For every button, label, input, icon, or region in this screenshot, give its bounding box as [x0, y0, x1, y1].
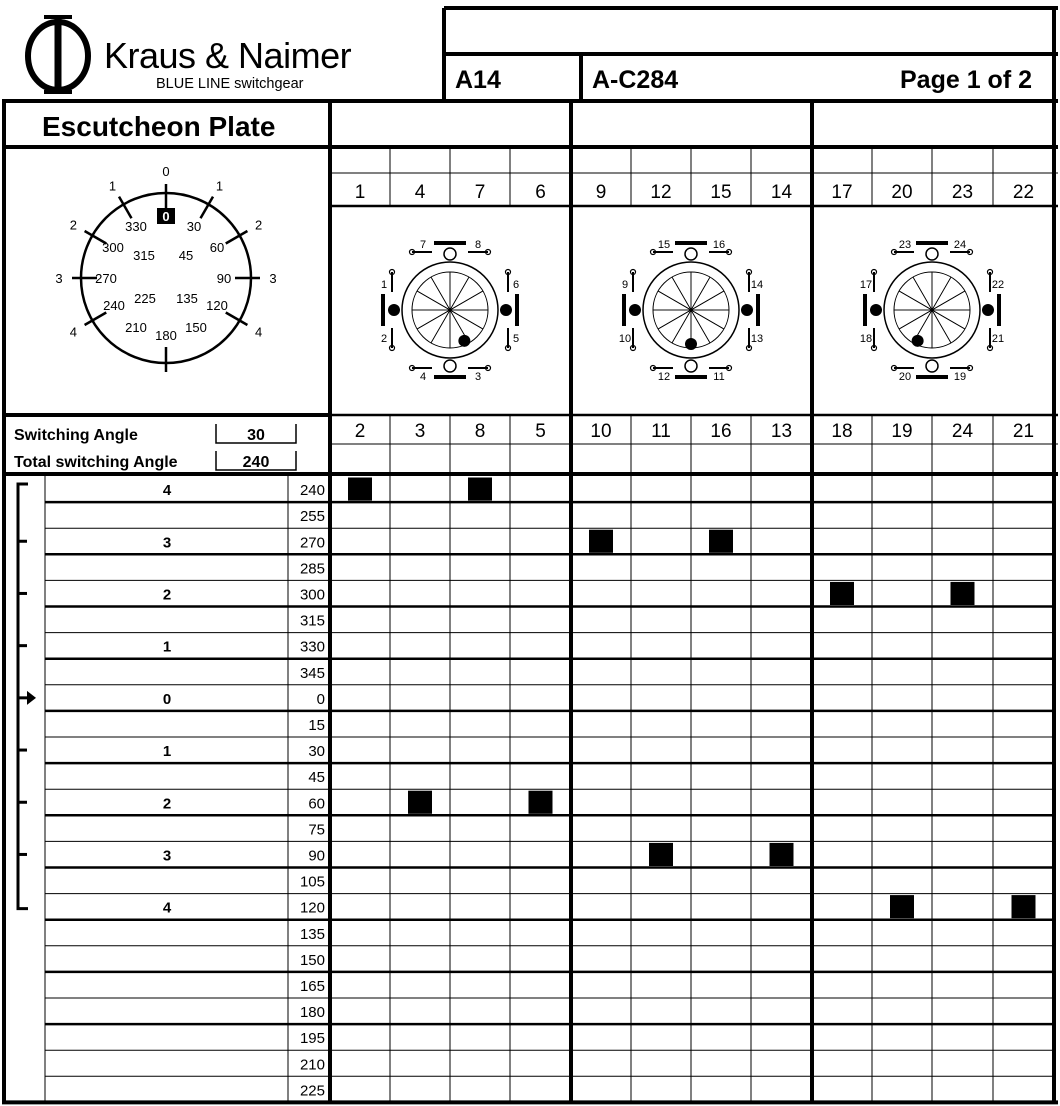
terminal-number-top: 23 — [951, 182, 974, 203]
dial-position-label: 4 — [255, 324, 263, 340]
dial-angle-label: 240 — [103, 298, 125, 313]
row-position: 0 — [162, 690, 172, 708]
contact-terminal-number: 1 — [380, 279, 388, 291]
row-angle: 210 — [299, 1056, 325, 1074]
contact-bar-top — [916, 241, 948, 245]
contact-bar-bottom — [434, 375, 466, 379]
contact-terminal-number: 15 — [657, 239, 671, 251]
contact-post-top — [685, 248, 697, 260]
contact-terminal-number: 5 — [512, 333, 520, 345]
contact-post-right — [982, 304, 994, 316]
row-angle: 0 — [316, 690, 325, 708]
terminal-number-bottom: 5 — [535, 421, 546, 442]
contact-terminal-number: 24 — [953, 239, 967, 251]
contact-terminal-number: 2 — [380, 333, 388, 345]
contact-closed-mark — [468, 478, 492, 501]
terminal-number-top: 17 — [831, 182, 853, 203]
contact-terminal-number: 3 — [474, 371, 482, 383]
page-number: Page 1 of 2 — [900, 66, 1032, 94]
dial-position-label: 3 — [269, 271, 277, 286]
terminal-number-bottom: 16 — [710, 421, 732, 442]
row-angle: 285 — [299, 560, 325, 578]
dial-angle-label: 180 — [155, 328, 177, 343]
contact-post-bottom — [685, 360, 697, 372]
row-angle: 165 — [299, 977, 325, 995]
row-angle: 120 — [299, 899, 325, 917]
terminal-number-top: 14 — [770, 182, 793, 203]
dial-angle-label: 300 — [102, 240, 124, 255]
switching-angle-value: 30 — [247, 427, 265, 444]
contact-terminal-number: 11 — [713, 371, 725, 383]
contact-bar-bottom — [916, 375, 948, 379]
dial-angle-label: 270 — [95, 271, 117, 286]
row-angle: 135 — [299, 925, 325, 943]
row-angle: 60 — [308, 795, 325, 813]
terminal-number-top: 20 — [891, 182, 913, 203]
contact-bar-right — [997, 294, 1001, 326]
contact-terminal-number: 10 — [618, 333, 632, 345]
contact-cam-marker — [458, 335, 470, 347]
dial-position-label: 1 — [108, 178, 117, 194]
contact-bar-top — [434, 241, 466, 245]
terminal-number-bottom: 2 — [354, 421, 366, 442]
contact-terminal-number: 23 — [898, 239, 912, 251]
row-angle: 150 — [299, 951, 325, 969]
contact-post-left — [870, 304, 882, 316]
plate-title: Escutcheon Plate — [42, 111, 276, 142]
terminal-number-top: 7 — [474, 182, 486, 203]
contact-terminal-number: 20 — [898, 371, 912, 383]
row-position: 4 — [162, 482, 172, 500]
row-position: 3 — [162, 847, 172, 865]
row-angle: 315 — [299, 612, 325, 630]
dial-angle-label: 60 — [209, 240, 225, 255]
contact-post-bottom — [926, 360, 938, 372]
contact-post-top — [926, 248, 938, 260]
contact-bar-left — [381, 294, 385, 326]
contact-post-bottom — [444, 360, 456, 372]
escutcheon-dial — [55, 164, 276, 372]
contact-closed-mark — [951, 582, 975, 605]
row-angle: 15 — [308, 716, 325, 734]
dial-angle-label: 90 — [216, 271, 232, 286]
contact-closed-mark — [529, 791, 553, 814]
contact-bar-right — [515, 294, 519, 326]
contact-post-right — [500, 304, 512, 316]
row-position: 4 — [162, 899, 172, 917]
contact-post-left — [388, 304, 400, 316]
contact-diagrams — [381, 239, 1004, 383]
brand-name: Kraus & Naimer — [104, 35, 352, 76]
terminal-number-bottom: 3 — [414, 421, 426, 442]
terminal-number-bottom: 24 — [951, 421, 974, 442]
contact-terminal-number: 18 — [859, 333, 873, 345]
contact-closed-mark — [770, 843, 794, 866]
dial-angle-label: 150 — [185, 320, 207, 335]
dial-position-label: 2 — [69, 217, 77, 233]
contact-post-top — [444, 248, 456, 260]
contact-cam-marker — [685, 338, 697, 350]
terminal-number-bottom: 19 — [891, 421, 913, 442]
total-switching-angle-value: 240 — [242, 454, 270, 471]
bracket-line — [18, 484, 28, 909]
contact-diagram — [860, 239, 1004, 383]
contact-terminal-number: 17 — [859, 279, 873, 291]
row-angle: 330 — [299, 638, 325, 656]
row-angle: 45 — [308, 769, 325, 787]
row-angle: 300 — [299, 586, 325, 604]
contact-closed-mark — [348, 478, 372, 501]
contact-closed-mark — [890, 895, 914, 918]
brand-tagline: BLUE LINE switchgear — [156, 76, 304, 92]
contact-bar-top — [675, 241, 707, 245]
terminal-number-top: 1 — [354, 182, 366, 203]
terminal-number-top: 15 — [710, 182, 732, 203]
dial-angle-label: 225 — [134, 291, 156, 306]
dial-angle-label: 120 — [206, 298, 228, 313]
contact-closed-mark — [1012, 895, 1036, 918]
dial-position-label: 3 — [55, 271, 63, 286]
contact-terminal-number: 19 — [953, 371, 967, 383]
contact-closed-mark — [830, 582, 854, 605]
row-angle: 255 — [299, 508, 325, 526]
dial-angle-label: 45 — [178, 248, 194, 263]
zero-position-arrow — [27, 691, 36, 705]
contact-post-left — [629, 304, 641, 316]
switching-angle-label: Switching Angle — [14, 427, 138, 444]
contact-terminal-number: 9 — [621, 279, 629, 291]
total-switching-angle-label: Total switching Angle — [14, 454, 178, 471]
position-bracket — [18, 484, 36, 909]
dial-angle-label: 315 — [133, 248, 155, 263]
dial-angle-label: 135 — [176, 291, 198, 306]
row-angle: 90 — [308, 847, 325, 865]
terminal-number-top: 12 — [650, 182, 672, 203]
terminal-number-top: 22 — [1012, 182, 1035, 203]
row-angle: 225 — [299, 1082, 325, 1100]
contact-terminal-number: 21 — [991, 333, 1005, 345]
row-position: 1 — [162, 638, 172, 656]
contact-terminal-number: 16 — [712, 239, 726, 251]
contact-terminal-number: 13 — [750, 333, 764, 345]
contact-terminal-number: 6 — [512, 279, 520, 291]
row-angle: 195 — [299, 1030, 325, 1048]
contact-bar-left — [863, 294, 867, 326]
contact-terminal-number: 8 — [474, 239, 482, 251]
row-position: 1 — [162, 743, 172, 761]
contact-closed-mark — [408, 791, 432, 814]
contact-terminal-number: 12 — [657, 371, 671, 383]
contact-terminal-number: 14 — [750, 279, 764, 291]
dial-angle-label: 210 — [125, 320, 147, 335]
row-position: 2 — [162, 795, 172, 813]
terminal-number-bottom: 8 — [474, 421, 486, 442]
contact-terminal-number: 4 — [419, 371, 427, 383]
terminal-number-bottom: 11 — [651, 421, 671, 442]
terminal-number-bottom: 10 — [590, 421, 612, 442]
dial-position-label: 1 — [215, 178, 224, 194]
terminal-number-top: 4 — [414, 182, 426, 203]
row-angle: 75 — [308, 821, 325, 839]
row-angle: 105 — [299, 873, 325, 891]
contact-bar-left — [622, 294, 626, 326]
contact-post-right — [741, 304, 753, 316]
contact-closed-mark — [649, 843, 673, 866]
contact-bar-bottom — [675, 375, 707, 379]
drawing-code-a: A14 — [455, 66, 501, 94]
terminal-number-top: 9 — [595, 182, 607, 203]
logo — [28, 16, 88, 94]
drawing-code-b: A-C284 — [592, 66, 679, 94]
contact-diagram — [381, 239, 519, 383]
terminal-number-bottom: 21 — [1012, 421, 1035, 442]
row-angle: 270 — [299, 534, 325, 552]
contact-terminal-number: 7 — [419, 239, 427, 251]
dial-position-label: 0 — [162, 164, 170, 179]
contact-cam-marker — [912, 335, 924, 347]
row-position: 2 — [162, 586, 172, 604]
terminal-number-bottom: 13 — [770, 421, 793, 442]
contact-closed-mark — [589, 530, 613, 553]
contact-bar-right — [756, 294, 760, 326]
dial-position-label: 2 — [255, 217, 263, 233]
dial-angle-label: 0 — [162, 209, 170, 224]
terminal-number-bottom: 18 — [831, 421, 853, 442]
dial-angle-label: 330 — [125, 219, 147, 234]
row-angle: 180 — [299, 1004, 325, 1022]
contact-closed-mark — [709, 530, 733, 553]
row-angle: 30 — [308, 743, 325, 761]
contact-terminal-number: 22 — [991, 279, 1005, 291]
row-angle: 345 — [299, 664, 325, 682]
contact-diagram — [619, 239, 763, 383]
terminal-number-top: 6 — [535, 182, 546, 203]
switching-rows — [163, 482, 325, 1099]
dial-position-label: 4 — [69, 324, 77, 340]
row-position: 3 — [162, 534, 172, 552]
dial-angle-label: 30 — [186, 219, 202, 234]
row-angle: 240 — [299, 482, 325, 500]
